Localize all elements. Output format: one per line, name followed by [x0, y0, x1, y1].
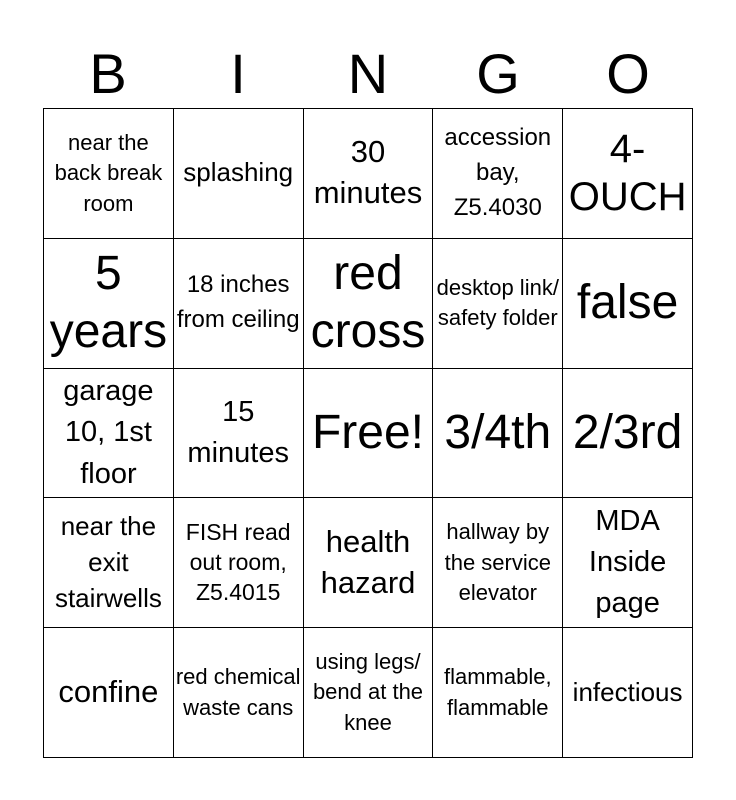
header-letter-g: G	[476, 42, 520, 105]
cell-text: infectious	[572, 676, 683, 707]
cell-text: garage 10, 1st floor	[63, 375, 154, 490]
bingo-cell-r5-c3[interactable]	[304, 628, 434, 758]
bingo-cell-r2-c5[interactable]	[563, 239, 693, 369]
bingo-cell-r4-c4[interactable]	[433, 498, 563, 628]
cell-text: accession bay, Z5.4030	[444, 124, 552, 221]
bingo-cell-r1-c2[interactable]	[174, 109, 304, 239]
bingo-cell-r3-c2[interactable]	[174, 369, 304, 499]
bingo-cell-r2-c1[interactable]	[44, 239, 174, 369]
cell-text: red chemical waste cans	[175, 664, 301, 720]
bingo-cell-r5-c1[interactable]	[44, 628, 174, 758]
bingo-cell-r3-c1[interactable]	[44, 369, 174, 499]
bingo-board	[43, 108, 693, 758]
cell-text: 30 minutes	[313, 134, 423, 211]
bingo-cell-r4-c5[interactable]	[563, 498, 693, 628]
cell-text: FISH read out room, Z5.4015	[185, 518, 291, 605]
cell-text: flammable, flammable	[443, 664, 552, 720]
bingo-cell-r3-c5[interactable]	[563, 369, 693, 499]
cell-text: desktop link/ safety folder	[436, 274, 559, 331]
cell-text: 2/3rd	[572, 405, 683, 459]
bingo-cell-r1-c5[interactable]	[563, 109, 693, 239]
cell-text: 5 years	[49, 246, 168, 359]
bingo-cell-r1-c1[interactable]	[44, 109, 174, 239]
bingo-cell-r1-c4[interactable]	[433, 109, 563, 239]
header-letter-n: N	[347, 42, 389, 105]
cell-text: near the exit stairwells	[54, 510, 162, 613]
cell-text: 15 minutes	[187, 395, 289, 469]
cell-text: Free!	[311, 405, 424, 459]
cell-text: red cross	[310, 246, 426, 359]
bingo-cell-r2-c2[interactable]	[174, 239, 304, 369]
bingo-cell-r3-c4[interactable]	[433, 369, 563, 499]
cell-text: 18 inches from ceiling	[176, 271, 300, 334]
cell-text: using legs/ bend at the knee	[312, 649, 424, 735]
cell-text: 4-OUCH	[568, 127, 687, 220]
cell-text: false	[576, 275, 679, 329]
cell-text: confine	[58, 674, 159, 710]
cell-text: near the back break room	[54, 129, 163, 216]
cell-text: health hazard	[320, 523, 416, 600]
bingo-cell-r5-c5[interactable]	[563, 628, 693, 758]
header-letter-i: I	[230, 42, 246, 105]
bingo-cell-r3-c3[interactable]	[304, 369, 434, 499]
bingo-cell-r5-c4[interactable]	[433, 628, 563, 758]
cell-text: hallway by the service elevator	[444, 519, 551, 605]
bingo-cell-r5-c2[interactable]	[174, 628, 304, 758]
cell-text: 3/4th	[444, 405, 552, 459]
bingo-cell-r1-c3[interactable]	[304, 109, 434, 239]
cell-text: splashing	[183, 157, 294, 188]
bingo-cell-r4-c3[interactable]	[304, 498, 434, 628]
header-letter-b: B	[89, 42, 127, 105]
bingo-cell-r2-c4[interactable]	[433, 239, 563, 369]
bingo-cell-r2-c3[interactable]	[304, 239, 434, 369]
cell-text: MDA Inside page	[588, 505, 667, 620]
bingo-cell-r4-c2[interactable]	[174, 498, 304, 628]
bingo-cell-r4-c1[interactable]	[44, 498, 174, 628]
header-letter-o: O	[606, 42, 650, 105]
bingo-header	[43, 40, 693, 108]
